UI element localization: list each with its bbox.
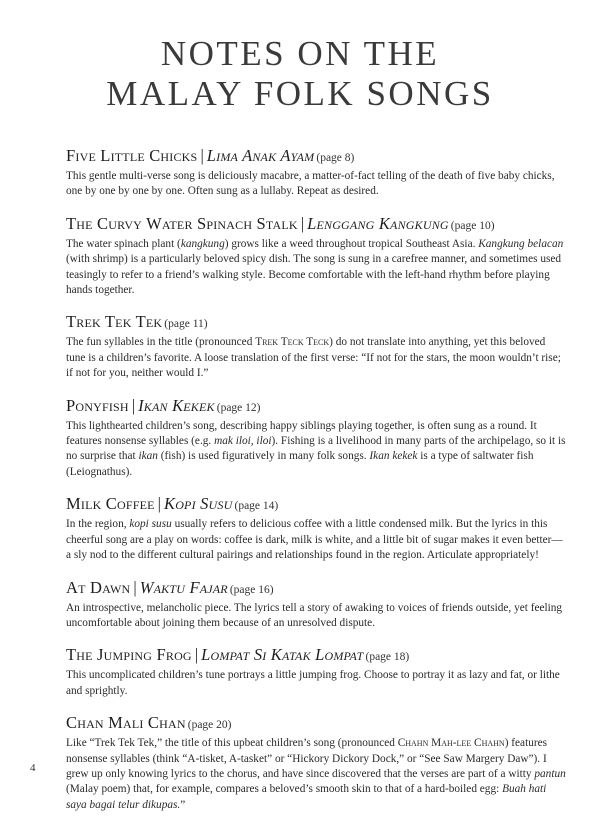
song-heading bbox=[66, 396, 566, 418]
song-description: The fun syllables in the title (pronounced Trek Teck Teck) do not translate into anything, yet this beloved tune is a children’s favorite. A loose translation of the first verse: “If not for the stars, the moon wouldn’t rise; if not for you, neither would I.” bbox=[66, 336, 561, 380]
title-separator: | bbox=[200, 146, 204, 165]
page-reference: (page 12) bbox=[216, 401, 261, 414]
title-separator: | bbox=[157, 494, 161, 514]
malay-term: Ikan kekek bbox=[369, 450, 418, 463]
song-heading bbox=[66, 312, 566, 334]
malay-term: kopi susu bbox=[129, 518, 172, 531]
song-description: This uncomplicated children’s tune portrays a little jumping frog. Choose to portray it as lazy and fat, or lithe and sprightly. bbox=[66, 669, 560, 697]
song-english-title: Trek Tek Tek bbox=[66, 312, 163, 332]
page-reference: (page 8) bbox=[316, 152, 355, 164]
song-entry bbox=[66, 312, 566, 381]
song-english-title: Five Little Chicks bbox=[66, 146, 198, 165]
song-english-title: Chan Mali Chan bbox=[66, 713, 186, 733]
song-description: In the region, kopi susu usually refers to delicious coffee with a little condensed milk. But the lyrics in this cheerful song are a play on words: coffee is dark, milk is white, and a little bit of sugar makes it even better—a sly nod to the different cultural pairings and relationships found in the region. Articulate appropriately! bbox=[66, 518, 563, 562]
malay-term: ikan bbox=[138, 450, 158, 463]
song-entry bbox=[66, 494, 566, 563]
song-notes-list bbox=[66, 146, 566, 827]
page-reference: (page 18) bbox=[365, 651, 410, 664]
page-reference: (page 20) bbox=[187, 719, 232, 732]
song-heading bbox=[66, 494, 566, 516]
song-english-title: The Curvy Water Spinach Stalk bbox=[66, 213, 298, 233]
song-english-title: At Dawn bbox=[66, 577, 131, 597]
pronunciation: Chahn Mah-lee Chahn bbox=[397, 737, 505, 750]
malay-quote: Buah hati saya bagai telur dikupas. bbox=[66, 783, 547, 811]
title-separator: | bbox=[133, 577, 137, 597]
page-reference: (page 11) bbox=[164, 318, 208, 331]
song-entry bbox=[66, 146, 566, 200]
song-malay-title: Lompat Si Katak Lompat bbox=[201, 645, 364, 665]
title-separator: | bbox=[194, 645, 199, 665]
song-entry bbox=[66, 645, 566, 699]
title-separator: | bbox=[300, 213, 305, 233]
song-entry bbox=[66, 578, 566, 632]
malay-term: mak iloi, iloi bbox=[214, 435, 272, 448]
song-english-title: The Jumping Frog bbox=[66, 645, 192, 665]
song-malay-title: Ikan Kekek bbox=[138, 395, 215, 415]
song-description: This lighthearted children’s song, describing happy siblings playing together, is often sung as a round. It features nonsense syllables (e.g. mak iloi, iloi). Fishing is a livelihood in many parts of the archipelago, so it is no surprise that ikan (fish) is used figuratively in many folk songs. Ikan kekek is a type of saltwater fish (Leiognathus). bbox=[66, 419, 566, 478]
song-heading bbox=[66, 578, 566, 600]
song-description: An introspective, melancholic piece. The lyrics tell a story of awaking to voices of friends outside, yet feeling uncomfortable about joining them because of an unresolved dispute. bbox=[66, 601, 563, 629]
page-reference: (page 16) bbox=[229, 583, 274, 596]
malay-term: Kangkung belacan bbox=[478, 237, 564, 250]
song-malay-title: Lenggang Kangkung bbox=[307, 213, 449, 233]
song-malay-title: Waktu Fajar bbox=[139, 577, 228, 597]
song-english-title: Milk Coffee bbox=[66, 494, 155, 514]
pronunciation: Trek Teck Teck bbox=[255, 336, 330, 349]
song-malay-title: Kopi Susu bbox=[163, 494, 233, 514]
title-line-1: NOTES ON THE bbox=[160, 34, 440, 73]
song-malay-title: Lima Anak Ayam bbox=[206, 146, 315, 165]
song-heading bbox=[66, 214, 566, 236]
song-description: The water spinach plant (kangkung) grows like a weed throughout tropical Southeast Asia. Kangkung belacan (with shrimp) is a particularly beloved spicy dish. The song is sung in a carefree manner, and sometimes used teasingly to refer to a friend’s walking style. Become comfortable with the left-hand rhythm before playing hands together. bbox=[66, 237, 564, 297]
title-line-2: MALAY FOLK SONGS bbox=[106, 74, 494, 113]
page-reference: (page 10) bbox=[450, 219, 495, 232]
song-entry bbox=[66, 713, 566, 813]
song-description: This gentle multi-verse song is deliciously macabre, a matter-of-fact telling of the death of five baby chicks, one by one by one by one. Often sung as a lullaby. Repeat as desired. bbox=[66, 170, 555, 198]
page-number: 4 bbox=[30, 762, 36, 774]
song-heading bbox=[66, 645, 566, 667]
song-heading bbox=[66, 146, 566, 168]
song-entry bbox=[66, 396, 566, 481]
title-separator: | bbox=[131, 395, 136, 415]
page-reference: (page 14) bbox=[234, 500, 279, 513]
song-english-title: Ponyfish bbox=[66, 395, 129, 415]
malay-term: kangkung bbox=[180, 237, 225, 250]
malay-term: pantun bbox=[534, 767, 566, 780]
song-description: Like “Trek Tek Tek,” the title of this upbeat children’s song (pronounced Chahn Mah-lee Chahn) features nonsense syllables (think “A-tisket, A-tasket” or “Hickory Dickory Dock,” or “See Saw Margery Daw”). I grew up only knowing lyrics to the chorus, and have since discovered that the verses are part of a witty pantun (Malay poem) that, for example, compares a beloved’s smooth skin to that of a hard-boiled egg: Buah hati saya bagai telur dikupas.” bbox=[66, 737, 566, 811]
song-entry bbox=[66, 214, 566, 299]
song-heading bbox=[66, 713, 566, 735]
page-title bbox=[0, 34, 600, 114]
